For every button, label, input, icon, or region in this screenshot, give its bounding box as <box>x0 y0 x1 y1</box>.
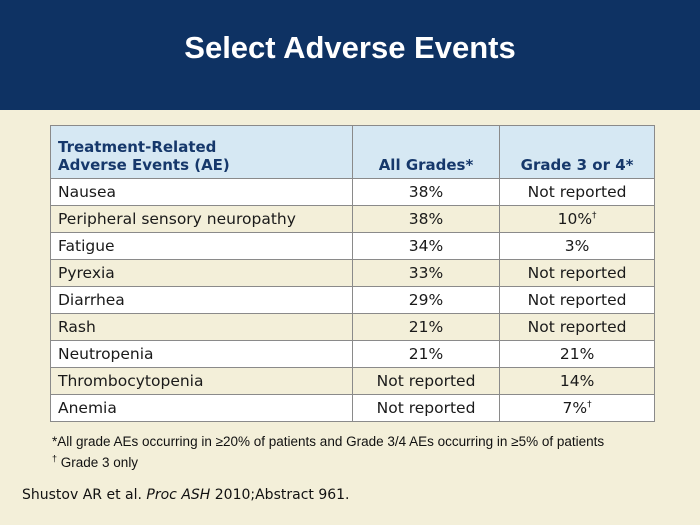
cell-all-grades: Not reported <box>352 368 499 395</box>
cell-grade34-value: 14% <box>559 372 595 390</box>
adverse-events-table <box>50 125 655 422</box>
cell-all-grades: Not reported <box>352 395 499 422</box>
cell-grade34-value: 10% <box>557 210 593 228</box>
cell-event: Peripheral sensory neuropathy <box>51 206 353 233</box>
cell-grade34-value: Not reported <box>527 183 627 201</box>
table-row <box>51 206 655 233</box>
cell-grade34 <box>500 395 655 422</box>
citation-journal: Proc ASH <box>146 487 211 503</box>
cell-grade34-value: 21% <box>559 345 595 363</box>
cell-grade34-value: Not reported <box>527 318 627 336</box>
cell-event: Anemia <box>51 395 353 422</box>
citation-authors: Shustov AR et al. <box>22 487 147 503</box>
cell-grade34 <box>500 233 655 260</box>
cell-all-grades: 33% <box>352 260 499 287</box>
footnote-criteria: *All grade AEs occurring in ≥20% of patients and Grade 3/4 AEs occurring in ≥5% of patients <box>52 434 605 449</box>
footnote-grade3-text: Grade 3 only <box>57 455 139 470</box>
slide-title: Select Adverse Events <box>184 30 516 65</box>
header-all-grades: All Grades* <box>352 126 499 179</box>
cell-grade34 <box>500 260 655 287</box>
table-row <box>51 341 655 368</box>
table-row <box>51 395 655 422</box>
cell-grade34 <box>500 314 655 341</box>
citation <box>22 487 350 503</box>
header-ae <box>51 126 353 179</box>
cell-event: Pyrexia <box>51 260 353 287</box>
cell-grade34 <box>500 206 655 233</box>
table-header-row <box>51 126 655 179</box>
title-band <box>0 0 700 110</box>
header-ae-line1: Treatment-Related <box>58 138 217 156</box>
dagger-mark: † <box>52 453 58 464</box>
table-row <box>51 368 655 395</box>
table-row <box>51 179 655 206</box>
cell-event: Fatigue <box>51 233 353 260</box>
dagger-mark: † <box>592 210 597 221</box>
table-row <box>51 287 655 314</box>
cell-grade34-value: 3% <box>564 237 590 255</box>
cell-grade34 <box>500 368 655 395</box>
cell-event: Thrombocytopenia <box>51 368 353 395</box>
citation-rest: 2010;Abstract 961. <box>210 487 350 503</box>
cell-grade34-value: Not reported <box>527 264 627 282</box>
cell-all-grades: 34% <box>352 233 499 260</box>
cell-all-grades: 38% <box>352 179 499 206</box>
cell-all-grades: 38% <box>352 206 499 233</box>
cell-event: Rash <box>51 314 353 341</box>
cell-event: Nausea <box>51 179 353 206</box>
cell-grade34 <box>500 287 655 314</box>
cell-grade34 <box>500 341 655 368</box>
cell-grade34 <box>500 179 655 206</box>
cell-all-grades: 29% <box>352 287 499 314</box>
cell-all-grades: 21% <box>352 341 499 368</box>
header-grade34: Grade 3 or 4* <box>500 126 655 179</box>
header-ae-line2: Adverse Events (AE) <box>58 156 230 174</box>
cell-all-grades: 21% <box>352 314 499 341</box>
cell-event: Neutropenia <box>51 341 353 368</box>
table-row <box>51 233 655 260</box>
dagger-mark: † <box>587 399 592 410</box>
cell-grade34-value: Not reported <box>527 291 627 309</box>
footnote-grade3 <box>52 455 138 470</box>
table-row <box>51 260 655 287</box>
cell-grade34-value: 7% <box>562 399 588 417</box>
cell-event: Diarrhea <box>51 287 353 314</box>
table-row <box>51 314 655 341</box>
